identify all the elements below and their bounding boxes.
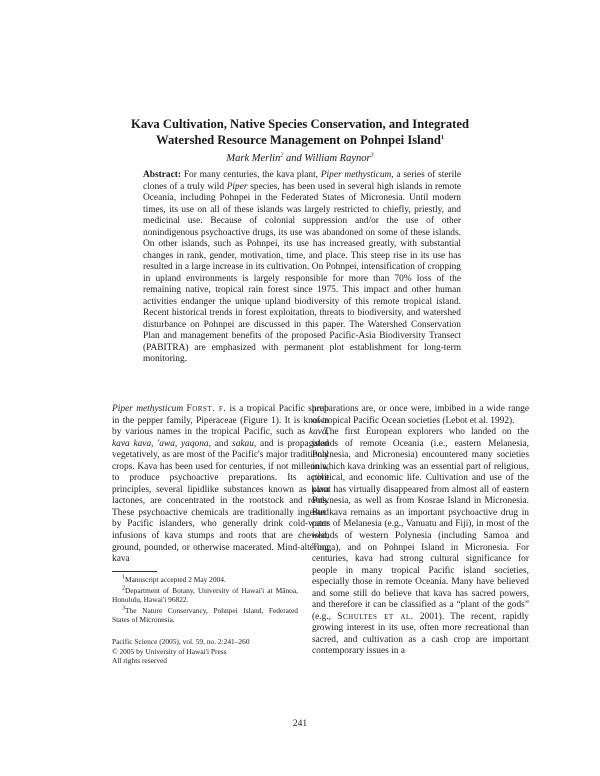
kava-names-3: sakau, [232,438,257,449]
right-text-2b: 2001). The recent, rapidly growing interest in its use, often more recreational than sacred, and cultivation as a cash crop are important contemporary issues in a [312,611,529,657]
left-text-1: is a tropical Pacific shrub in the pepper family, Piperaceae (Figure 1). It is known by various names in the tropical Pacific, such as [112,404,329,438]
author-1-mark: 2 [280,152,284,159]
left-text-2: and is propagated vegetatively, as are most of the Pacific's major traditional crops. Kava has been used for centuries, if not millennia, to produce psychoactive preparations. Its active principles, several lipidlike substances known as kava lactones, are concentrated in the rootstock and roots. These psychoactive chemicals are traditionally ingested by Pacific islanders, who generally drink cold-water infusions of kava stumps and roots that are chewed, ground, pounded, or otherwise macerated. Mind-altering kava [112,438,329,565]
footnote-rule [112,571,157,572]
left-paragraph [112,404,329,566]
left-and: and [214,438,229,449]
abstract-text-3: species, has been used in several high islands in remote Oceania, including Pohnpei in the Federated States of Micronesia. Until modern times, its use on all of these islands was largely restricted to chiefly, priestly, and medicinal use. Because of colonial suppression and/or the use of other nonindigenous psychoactive drugs, its use was abandoned on some of these islands. On other islands, such as Pohnpei, its use has increased greatly, with substantial changes in rank, gender, motivation, time, and place. This steep rise in its use has resulted in a large increase in its cultivation. On Pohnpei, intensification of cropping in upland environments is largely responsible for more than 70% loss of the remaining native, tropical rain forest since 1975. This impact and other human activities endanger the unique upland biodiversity of this remote tropical island. Recent historical trends in forest exploitation, threats to biodiversity, and watershed disturbance on Pohnpei are discussed in this paper. The Watershed Conservation Plan and management benefits of the proposed Pacific-Asia Biodiversity Transect (PABITRA) are emphasized with permanent plot establishment for long-term monitoring. [143,181,462,364]
journal-citation: Pacific Science (2005), vol. 59, no. 2:241–260 [112,637,250,646]
abstract [143,170,461,366]
journal-rights: All rights reserved [112,656,168,665]
abstract-genus: Piper [226,181,248,192]
footnote-2 [112,586,298,605]
title-footnote-mark: 1 [440,134,444,141]
footnote-1 [112,575,298,585]
author-2: William Raynor [304,153,371,164]
article-title [100,116,500,148]
journal-copyright: © 2005 by University of Hawai'i Press [112,646,227,656]
footnotes [112,575,298,626]
author-connector: and [285,153,302,164]
title-line-1: Kava Cultivation, Native Species Conservation, and Integrated [131,117,469,131]
kava-names-2: 'awa, yaqona, [157,438,211,449]
footnote-3-text: The Nature Conservancy, Pohnpei Island, Federated States of Micronesia. [112,605,298,624]
abstract-text-1: For many centuries, the kava plant, [183,170,319,180]
footnote-3-mark: 3 [122,605,125,612]
author-1: Mark Merlin [226,153,281,164]
title-line-2: Watershed Resource Management on Pohnpei Island [156,133,441,147]
abstract-label: Abstract: [143,170,182,180]
right-text-2a: The first European explorers who landed on the islands of remote Oceania (i.e., eastern Melanesia, Polynesia, and Micronesia) encountered many societies in which kava drinking was an essential part of religious, political, and economic life. Cultivation and use of the plant has virtually disappeared from almost all of eastern Polynesia, as well as from Kosrae Island in Micronesia. But kava remains as an important psychoactive drug in parts of Melanesia (e.g., Vanuatu and Fiji), in most of the islands of western Polynesia (including Samoa and Tonga), and on Pohnpei Island in Micronesia. For centuries, kava had strong cultural significance for people in many tropical Pacific island societies, especially those in remote Oceania. Many have believed and some still do believe that kava has sacred powers, and therefore it can be classified as a “plant of the gods” (e.g., [312,427,529,622]
footnote-1-text: Manuscript accepted 2 May 2004. [125,575,226,584]
journal-info [112,637,312,666]
author-2-mark: 3 [370,152,374,159]
footnote-2-text: Department of Botany, University of Hawai'i at Mānoa, Honolulu, Hawai'i 96822. [112,585,298,604]
page-number: 241 [292,719,308,729]
abstract-species: Piper methysticum, [320,170,394,180]
footnote-1-mark: 1 [122,574,125,581]
species-authority: Forst. f. [186,404,227,414]
kava-names-1: kava, kava kava, [112,427,329,449]
right-paragraph-1: preparations are, or once were, imbibed in a wide range of tropical Pacific Ocean societies (Lebot et al. 1992). [312,404,529,426]
right-citation: Schultes et al. [337,611,414,622]
left-column [112,404,329,574]
right-paragraph-2 [312,427,529,658]
right-column [312,404,529,658]
species-name: Piper methysticum [112,404,184,414]
author-line [100,153,500,164]
footnote-2-mark: 2 [122,585,125,592]
abstract-text-2: a series of sterile clones of a truly wild [143,170,462,192]
footnote-3 [112,606,298,625]
